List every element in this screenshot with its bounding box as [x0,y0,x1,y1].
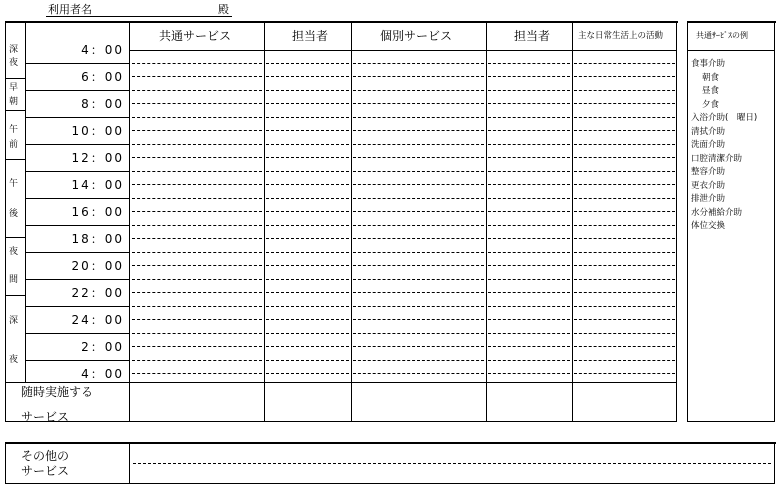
schedule-entry-line[interactable] [574,252,675,253]
schedule-entry-line[interactable] [266,171,349,172]
schedule-entry-line[interactable] [132,171,262,172]
schedule-entry-line[interactable] [132,76,262,77]
schedule-entry-line[interactable] [574,117,675,118]
schedule-entry-line[interactable] [574,346,675,347]
schedule-entry-line[interactable] [353,238,484,239]
schedule-entry-line[interactable] [132,238,262,239]
hour-tick [25,279,129,280]
schedule-entry-line[interactable] [353,117,484,118]
schedule-entry-line[interactable] [266,279,349,280]
period-evening-b: 間 [9,275,19,285]
schedule-entry-line[interactable] [132,157,262,158]
schedule-entry-line[interactable] [266,211,349,212]
time-label: 16：00 [71,205,124,219]
schedule-entry-line[interactable] [353,171,484,172]
example-item: 清拭介助 [691,127,726,137]
schedule-entry-line[interactable] [353,76,484,77]
schedule-entry-line[interactable] [353,306,484,307]
schedule-entry-line[interactable] [266,373,349,374]
user-name-underline [46,16,232,17]
schedule-entry-line[interactable] [266,184,349,185]
schedule-entry-line[interactable] [353,63,484,64]
schedule-entry-line[interactable] [353,265,484,266]
column-header-individual-service: 個別サービス [380,29,453,43]
schedule-entry-line[interactable] [488,319,570,320]
time-label: 2：00 [81,340,124,354]
schedule-entry-line[interactable] [574,265,675,266]
schedule-entry-line[interactable] [574,130,675,131]
schedule-entry-line[interactable] [574,90,675,91]
schedule-entry-line[interactable] [574,306,675,307]
schedule-entry-line[interactable] [574,103,675,104]
schedule-entry-line[interactable] [266,346,349,347]
example-item: 排泄介助 [691,194,726,204]
schedule-entry-line[interactable] [353,184,484,185]
schedule-entry-line[interactable] [132,333,262,334]
example-item: 昼食 [702,86,720,96]
schedule-entry-line[interactable] [574,333,675,334]
schedule-entry-line[interactable] [132,117,262,118]
schedule-entry-line[interactable] [132,279,262,280]
column-header-staff-1: 担当者 [292,29,329,43]
schedule-entry-line[interactable] [132,252,262,253]
schedule-entry-line[interactable] [266,103,349,104]
column-header-daily-activity: 主な日常生活上の活動 [578,31,664,41]
schedule-entry-line[interactable] [353,360,484,361]
schedule-entry-line[interactable] [574,76,675,77]
example-item: 体位交換 [691,221,726,231]
schedule-entry-line[interactable] [353,144,484,145]
period-late-night-1: 深 [9,45,19,55]
schedule-entry-line[interactable] [488,252,570,253]
schedule-entry-line[interactable] [353,279,484,280]
schedule-entry-line[interactable] [488,211,570,212]
hour-tick [25,117,129,118]
schedule-entry-line[interactable] [266,117,349,118]
schedule-entry-line[interactable] [488,265,570,266]
schedule-entry-line[interactable] [488,292,570,293]
time-label: 12：00 [71,151,124,165]
hour-tick [25,333,129,334]
schedule-entry-line[interactable] [266,144,349,145]
period-late-night-2: 深 [9,316,19,326]
hour-tick [25,90,129,91]
schedule-entry-line[interactable] [353,346,484,347]
time-label: 4：00 [81,367,124,381]
schedule-entry-line[interactable] [574,198,675,199]
schedule-entry-line[interactable] [266,292,349,293]
schedule-entry-line[interactable] [132,225,262,226]
schedule-entry-line[interactable] [266,90,349,91]
schedule-entry-line[interactable] [488,346,570,347]
schedule-entry-line[interactable] [574,319,675,320]
schedule-entry-line[interactable] [266,225,349,226]
time-label: 6：00 [81,70,124,84]
schedule-entry-line[interactable] [266,63,349,64]
schedule-entry-line[interactable] [353,130,484,131]
schedule-entry-line[interactable] [353,252,484,253]
period-morning: 午 [9,125,19,135]
schedule-entry-line[interactable] [488,130,570,131]
schedule-entry-line[interactable] [488,306,570,307]
schedule-entry-line[interactable] [574,279,675,280]
schedule-entry-line[interactable] [353,292,484,293]
example-item: 夕食 [702,100,720,110]
schedule-entry-line[interactable] [132,144,262,145]
schedule-entry-line[interactable] [132,319,262,320]
time-label: 4：00 [81,43,124,57]
schedule-entry-line[interactable] [266,130,349,131]
period-early-morning-b: 朝 [9,97,19,107]
schedule-entry-line[interactable] [266,252,349,253]
schedule-entry-line[interactable] [266,76,349,77]
schedule-entry-line[interactable] [488,184,570,185]
schedule-entry-line[interactable] [574,184,675,185]
schedule-entry-line[interactable] [488,157,570,158]
hour-tick [25,63,129,64]
other-services-entry-line[interactable] [133,463,771,464]
period-afternoon-b: 後 [9,209,19,219]
example-item: 朝食 [702,73,720,83]
schedule-entry-line[interactable] [488,144,570,145]
schedule-entry-line[interactable] [266,238,349,239]
schedule-entry-line[interactable] [574,238,675,239]
hour-tick [25,252,129,253]
schedule-entry-line[interactable] [488,103,570,104]
example-item: 食事介助 [691,59,726,69]
schedule-entry-line[interactable] [488,117,570,118]
time-label: 20：00 [71,259,124,273]
time-label: 24：00 [71,313,124,327]
hour-tick [25,198,129,199]
period-late-night-2-b: 夜 [9,355,19,365]
example-item: 入浴介助( 曜日) [691,113,758,123]
schedule-entry-line[interactable] [132,130,262,131]
time-label: 10：00 [71,124,124,138]
schedule-entry-line[interactable] [132,184,262,185]
schedule-entry-line[interactable] [488,198,570,199]
schedule-entry-line[interactable] [353,225,484,226]
schedule-entry-line[interactable] [574,373,675,374]
schedule-entry-line[interactable] [132,360,262,361]
schedule-entry-line[interactable] [574,360,675,361]
schedule-entry-line[interactable] [353,103,484,104]
schedule-entry-line[interactable] [266,306,349,307]
schedule-entry-line[interactable] [353,157,484,158]
ad-hoc-services-label-2: サービス [21,410,70,424]
time-label: 22：00 [71,286,124,300]
hour-tick [25,360,129,361]
schedule-entry-line[interactable] [488,76,570,77]
schedule-entry-line[interactable] [488,225,570,226]
column-header-staff-2: 担当者 [514,29,551,43]
schedule-entry-line[interactable] [574,225,675,226]
schedule-entry-line[interactable] [353,90,484,91]
schedule-entry-line[interactable] [132,103,262,104]
schedule-entry-line[interactable] [488,333,570,334]
hour-tick [25,306,129,307]
example-item: 口腔清潔介助 [691,154,743,164]
example-item: 洗面介助 [691,140,726,150]
schedule-entry-line[interactable] [132,63,262,64]
schedule-entry-line[interactable] [574,144,675,145]
schedule-entry-line[interactable] [266,319,349,320]
schedule-entry-line[interactable] [132,198,262,199]
schedule-entry-line[interactable] [132,211,262,212]
period-early-morning: 早 [9,83,19,93]
schedule-entry-line[interactable] [132,306,262,307]
examples-panel-title: 共通ｻｰﾋﾞｽの例 [696,31,748,40]
schedule-entry-line[interactable] [132,292,262,293]
period-late-night-1-b: 夜 [9,58,19,68]
schedule-entry-line[interactable] [132,90,262,91]
example-item: 更衣介助 [691,181,726,191]
schedule-entry-line[interactable] [266,265,349,266]
schedule-entry-line[interactable] [488,63,570,64]
period-morning-b: 前 [9,140,19,150]
schedule-entry-line[interactable] [488,279,570,280]
schedule-entry-line[interactable] [574,157,675,158]
schedule-entry-line[interactable] [132,346,262,347]
hour-tick [25,171,129,172]
schedule-entry-line[interactable] [353,211,484,212]
schedule-entry-line[interactable] [266,157,349,158]
schedule-entry-line[interactable] [353,198,484,199]
schedule-entry-line[interactable] [488,238,570,239]
hour-tick [25,144,129,145]
schedule-entry-line[interactable] [488,373,570,374]
column-header-common-service: 共通サービス [159,29,232,43]
other-services-label-2: サービス [21,464,70,478]
period-afternoon: 午 [9,179,19,189]
schedule-entry-line[interactable] [132,373,262,374]
time-label: 14：00 [71,178,124,192]
schedule-entry-line[interactable] [132,265,262,266]
period-evening: 夜 [9,247,19,257]
schedule-entry-line[interactable] [574,211,675,212]
schedule-entry-line[interactable] [488,171,570,172]
time-label: 18：00 [71,232,124,246]
time-label: 8：00 [81,97,124,111]
schedule-entry-line[interactable] [266,360,349,361]
schedule-entry-line[interactable] [353,373,484,374]
schedule-entry-line[interactable] [574,292,675,293]
user-name-field[interactable] [100,2,210,16]
hour-tick [25,225,129,226]
schedule-entry-line[interactable] [353,333,484,334]
example-item: 整容介助 [691,167,726,177]
schedule-entry-line[interactable] [488,90,570,91]
ad-hoc-services-label: 随時実施する [21,385,94,399]
schedule-entry-line[interactable] [574,63,675,64]
schedule-entry-line[interactable] [574,171,675,172]
other-services-label: その他の [21,449,70,463]
example-item: 水分補給介助 [691,208,743,218]
honorific: 殿 [218,3,229,16]
schedule-entry-line[interactable] [266,333,349,334]
schedule-entry-line[interactable] [266,198,349,199]
schedule-entry-line[interactable] [353,319,484,320]
user-name-label: 利用者名 [48,3,92,16]
schedule-entry-line[interactable] [488,360,570,361]
